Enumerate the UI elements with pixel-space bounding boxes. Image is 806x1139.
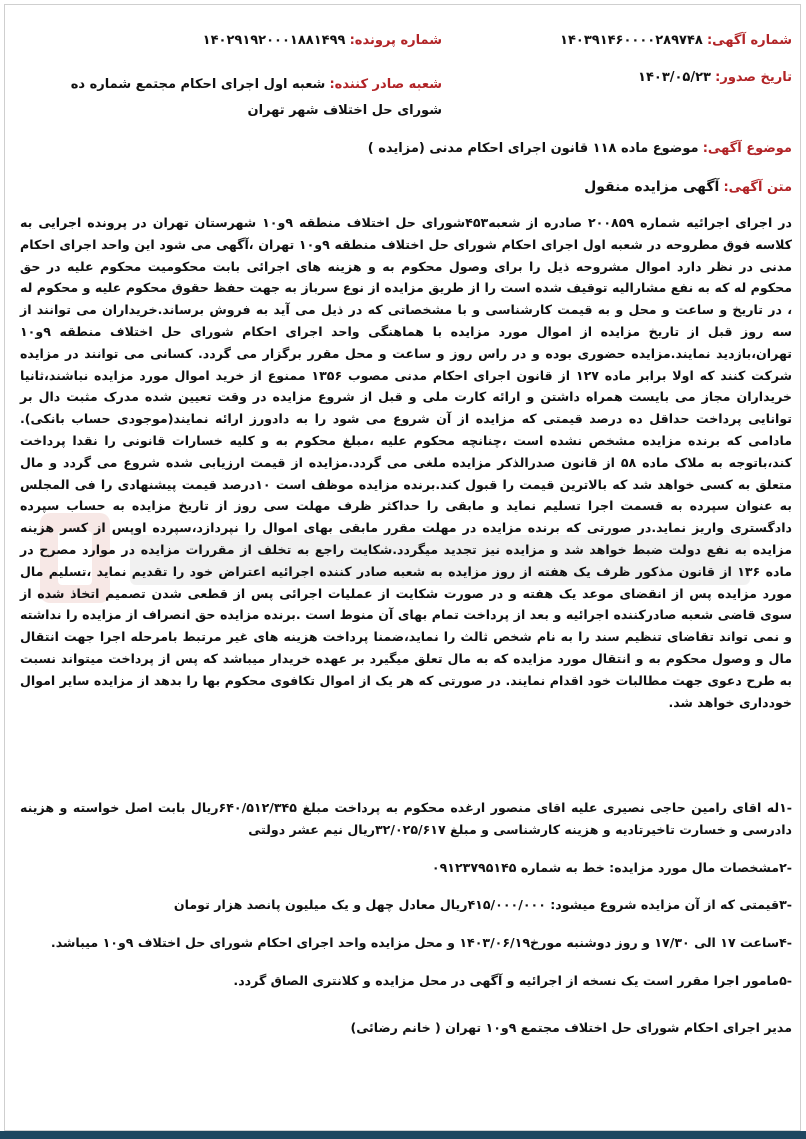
- notice-number: [560, 33, 792, 48]
- case-number: [203, 33, 442, 48]
- case-number-value: ۱۴۰۲۹۱۹۲۰۰۰۱۸۸۱۴۹۹: [202, 33, 346, 48]
- notice-text-label: متن آگهی:: [723, 180, 792, 195]
- notice-title: آگهی مزایده منقول: [584, 179, 720, 195]
- issue-date: [638, 70, 792, 85]
- item-5: -۵مامور اجرا مقرر است یک نسخه از اجرائیه و آگهی در محل مزایده و کلانتری الصاق گردد.: [233, 972, 792, 988]
- issuer-value: شعبه اول اجرای احکام مجتمع شماره ده شورای حل اختلاف شهر تهران: [70, 77, 442, 118]
- subject-value: موضوع ماده ۱۱۸ قانون اجرای احکام مدنی (مزایده ): [367, 141, 699, 156]
- bottom-bar: [0, 1131, 806, 1139]
- items-list: [20, 797, 792, 1008]
- subject: [368, 141, 792, 156]
- item-3: -۳قیمتی که از آن مزایده شروع میشود: ۴۱۵/۰۰۰/۰۰۰ریال معادل چهل و یک میلیون پانصد هزار تومان: [173, 897, 792, 913]
- issue-date-label: تاریخ صدور:: [715, 70, 792, 85]
- body-paragraph: در اجرای اجرائیه شماره ۲۰۰۸۵۹ صادره از شعبه۴۵۳شورای حل اختلاف منطقه ۹و۱۰ شهرستان تهران در پرونده اجرایی به کلاسه فوق مطروحه در شعبه اول اجرای احکام شورای حل اختلاف منطقه ۹و۱۰ تهران ،آگهی می شود این واحد اجرای احکام مدنی در نظر دارد اموال مشروحه ذیل را برای وصول محکوم به و هزینه های اجرائی بابت محکومیت محکوم علیه در حق محکوم له که به نفع مشارالیه توقیف شده است را از طریق مزایده از نوع سرباز به جهت حفظ حقوق محکوم علیه و محکوم له ، در تاریخ و ساعت و محل و به قیمت کارشناسی و با مشخصاتی که در ذیل می آید به فروش برساند.خریداران می توانند از سه روز قبل از تاریخ مزایده از اموال مورد مزایده با هماهنگی واحد اجرای احکام شورای حل اختلاف منطقه ۹و۱۰ تهران،بازدید نمایند.مزایده حضوری بوده و در راس روز و ساعت و محل مقرر برگزار می گردد. کسانی می توانند در مزایده شرکت کنند که اولا برابر ماده ۱۲۷ از قانون اجرای احکام مدنی مصوب ۱۳۵۶ ممنوع از خرید اموال مورد مزایده نباشند،ثانیا خریداران مجاز می بایست همراه داشتن و ارائه کارت ملی و قبل از شروع مزایده در وقت تعیین شده مدرک مثبت دال بر توانایی پرداخت حداقل ده درصد قیمتی که مزایده از آن شروع می شود را به دادورز ارائه نمایند(موجودی حساب بانکی). مادامی که برنده مزایده مشخص نشده است ،چنانچه محکوم علیه ،مبلغ محکوم به و کلیه خسارات قانونی را نقدا پرداخت کند،باتوجه به ملاک ماده ۵۸ از قانون صدرالذکر مزایده ملغی می گردد.مزایده از قیمت ارزیابی شده شروع می گردد و مال متعلق به کسی خواهد شد که بالاترین قیمت را قبول کند.برنده مزایده موظف است ۱۰درصد قیمت پیشنهادی را فی المجلس به عنوان سپرده به قسمت اجرا تسلیم نماید و مابقی را حداکثر ظرف مهلت سی روز از تاریخ مزایده به حساب سپرده دادگستری واریز نماید.در صورتی که برنده مزایده در مهلت مقرر مابقی بهای اموال را نپردازد،سپرده اوپس از کسر هزینه مزایده به نفع دولت ضبط خواهد شد و مزایده نیز تجدید میگردد.شکایت راجع به تخلف از مقررات مزایده در موارد مصرح در ماده ۱۳۶ از قانون مذکور ظرف یک هفته از روز مزایده به شعبه صادر کننده اجرائیه اعتراض خود را تقدیم نماید ،تسلیم مال مورد مزایده پس از انقضای موعد یک هفته و در صورت شکایت از عملیات اجرائی پس از قطعی شدن تصمیم اتخاذ شده از سوی قاضی شعبه صادرکننده اجرائیه و بعد از پرداخت تمام بهای آن منوط است .برنده مزایده حق انصراف از مزایده را نداشته و نمی تواند تقاضای تنظیم سند را به نام شخص ثالث را نماید،ضمنا پرداخت هزینه های غیر مرتبط بامرحله اجرا جهت انتقال مال و وصول محکوم به و انتقال مورد مزایده که به مال تعلق میگیرد بر عهده خریدار میباشد که پس از پرداخت میتواند نسبت به طرح دعوی جهت مطالبات خود اقدام نمایند. در صورتی که هر یک از اموال تکافوی محکوم بها را بدهد از مزایده سایر اموال خودداری خواهد شد.: [20, 215, 792, 710]
- issuer-label: شعبه صادر کننده:: [329, 77, 442, 92]
- notice-text-header: [584, 179, 792, 195]
- item-4: -۴ساعت ۱۷ الی ۱۷/۳۰ و روز دوشنبه مورخ۱۴۰۳/۰۶/۱۹ و محل مزایده واحد اجرای احکام شورای حل اختلاف ۹و۱۰ میباشد.: [50, 935, 792, 951]
- subject-label: موضوع آگهی:: [702, 141, 792, 156]
- item-2: -۲مشخصات مال مورد مزایده: خط به شماره ۰۹۱۲۳۷۹۵۱۴۵: [431, 859, 792, 875]
- item-1: -۱له اقای رامین حاجی نصیری علیه اقای منصور ارغده محکوم به پرداخت مبلغ ۶۴۰/۵۱۲/۳۴۵ریال بابت اصل خواسته و هزینه دادرسی و خسارت تاخیرتادیه و هزینه کارشناسی و مبلغ ۳۲/۰۲۵/۶۱۷ریال نیم عشر دولتی: [20, 800, 793, 837]
- notice-number-value: ۱۴۰۳۹۱۴۶۰۰۰۰۲۸۹۷۴۸: [560, 33, 703, 48]
- case-number-label: شماره پرونده:: [349, 33, 442, 48]
- signature: مدیر اجرای احکام شورای حل اختلاف مجتمع ۹و۱۰ تهران ( خانم رضائی): [350, 1020, 792, 1035]
- issuer: [62, 72, 442, 124]
- issue-date-value: ۱۴۰۳/۰۵/۲۳: [638, 70, 711, 85]
- notice-number-label: شماره آگهی:: [706, 33, 792, 48]
